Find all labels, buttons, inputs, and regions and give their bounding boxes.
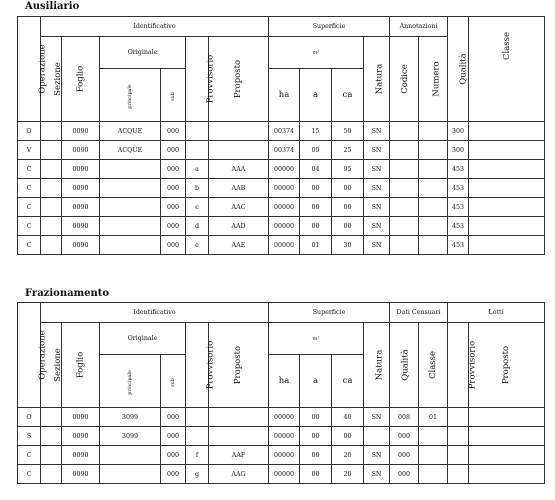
cell-a: 00 (300, 217, 332, 236)
table-row (18, 160, 545, 179)
cell-classe (469, 198, 545, 217)
cell-foglio: 0090 (62, 179, 100, 198)
cell-sezione (41, 122, 62, 141)
header-superficie: Superficie (269, 303, 390, 323)
cell-provvisorio: b (186, 179, 209, 198)
cell-ha: 00000 (269, 160, 300, 179)
cell-ca: 00 (332, 427, 364, 446)
header-originale: Originale (100, 37, 186, 69)
header-qualita: Qualità (448, 17, 469, 122)
header-foglio: Foglio (62, 37, 100, 122)
cell-op: O (18, 408, 41, 427)
cell-lprov (448, 446, 469, 465)
cell-op: C (18, 179, 41, 198)
cell-classe (469, 217, 545, 236)
cell-numero (419, 198, 448, 217)
cell-natura: SN (364, 198, 390, 217)
header-sezione: Sezione (41, 37, 62, 122)
cell-sub: 000 (161, 236, 186, 255)
cell-lprop (469, 446, 545, 465)
cell-lprop (469, 427, 545, 446)
cell-qualita: 453 (448, 217, 469, 236)
cell-proposto: AAA (209, 160, 269, 179)
cell-natura: SN (364, 179, 390, 198)
cell-numero (419, 122, 448, 141)
cell-sub: 000 (161, 408, 186, 427)
cell-qualita: 008 (390, 408, 419, 427)
table-row (18, 427, 545, 446)
cell-proposto (209, 141, 269, 160)
cell-a: 00 (300, 446, 332, 465)
cell-sub: 000 (161, 217, 186, 236)
cell-a: 00 (300, 427, 332, 446)
cell-principale (100, 198, 161, 217)
cell-op: C (18, 446, 41, 465)
header-identificativo: Identificativo (41, 17, 269, 37)
cell-sub: 000 (161, 465, 186, 484)
header-provvisorio: Provvisorio (186, 323, 209, 408)
cell-codice (390, 198, 419, 217)
cell-ca: 20 (332, 465, 364, 484)
cell-principale: ACQUE (100, 141, 161, 160)
cell-sub: 000 (161, 198, 186, 217)
header-ca: ca (332, 69, 364, 122)
cell-op: C (18, 236, 41, 255)
table-row (18, 141, 545, 160)
cell-proposto: AAC (209, 198, 269, 217)
cell-classe (469, 122, 545, 141)
cell-classe (419, 427, 448, 446)
header-foglio: Foglio (62, 323, 100, 408)
cell-ca: 00 (332, 217, 364, 236)
header-lotti-provvisorio: Provvisorio (448, 323, 469, 408)
cell-qualita: 000 (390, 465, 419, 484)
cell-op: C (18, 217, 41, 236)
table-row (18, 408, 545, 427)
cell-proposto (209, 427, 269, 446)
table-row (18, 217, 545, 236)
header-a: a (300, 355, 332, 408)
cell-a: 09 (300, 141, 332, 160)
cell-sezione (41, 465, 62, 484)
cell-op: C (18, 160, 41, 179)
cell-natura: SN (364, 141, 390, 160)
cell-principale: 3099 (100, 427, 161, 446)
cell-provvisorio: a (186, 160, 209, 179)
cell-qualita: 000 (390, 427, 419, 446)
cell-lprop (469, 465, 545, 484)
table-row (18, 236, 545, 255)
cell-sub: 000 (161, 427, 186, 446)
cell-ca: 00 (332, 179, 364, 198)
cell-principale (100, 160, 161, 179)
cell-classe (419, 446, 448, 465)
header-principale: principale (100, 355, 161, 408)
cell-provvisorio: c (186, 198, 209, 217)
cell-numero (419, 179, 448, 198)
cell-ha: 00374 (269, 122, 300, 141)
cell-ha: 00000 (269, 465, 300, 484)
cell-foglio: 0090 (62, 122, 100, 141)
header-lotti-proposto: Proposto (469, 323, 545, 408)
cell-qualita: 453 (448, 160, 469, 179)
cell-qualita: 000 (390, 446, 419, 465)
cell-foglio: 0090 (62, 408, 100, 427)
cell-lprov (448, 427, 469, 446)
header-classe: Classe (419, 323, 448, 408)
header-unit: m² (269, 323, 364, 355)
cell-sezione (41, 141, 62, 160)
cell-sezione (41, 427, 62, 446)
cell-numero (419, 141, 448, 160)
cell-sezione (41, 198, 62, 217)
cell-sezione (41, 446, 62, 465)
cell-ha: 00000 (269, 446, 300, 465)
header-superficie: Superficie (269, 17, 390, 37)
cell-proposto (209, 122, 269, 141)
cell-sezione (41, 160, 62, 179)
header-natura: Natura (364, 37, 390, 122)
cell-a: 00 (300, 465, 332, 484)
cell-proposto: AAB (209, 179, 269, 198)
cell-a: 00 (300, 179, 332, 198)
cell-op: C (18, 198, 41, 217)
header-ha: ha (269, 355, 300, 408)
cell-provvisorio: e (186, 236, 209, 255)
header-operazione: Operazione (18, 303, 41, 408)
cell-proposto: AAE (209, 236, 269, 255)
header-principale: principale (100, 69, 161, 122)
cell-ha: 00000 (269, 427, 300, 446)
cell-foglio: 0090 (62, 427, 100, 446)
header-qualita: Qualità (390, 323, 419, 408)
header-annotazioni: Annotazioni (390, 17, 448, 37)
cell-proposto (209, 408, 269, 427)
header-sub: sub (161, 69, 186, 122)
cell-classe (469, 236, 545, 255)
header-natura: Natura (364, 323, 390, 408)
section-title-ausiliario: Ausiliario (25, 1, 80, 12)
header-operazione: Operazione (18, 17, 41, 122)
cell-op: S (18, 427, 41, 446)
cell-qualita: 300 (448, 141, 469, 160)
cell-classe (469, 141, 545, 160)
cell-sub: 000 (161, 122, 186, 141)
cell-qualita: 453 (448, 179, 469, 198)
cell-proposto: AAG (209, 465, 269, 484)
cell-principale: ACQUE (100, 122, 161, 141)
cell-lprov (448, 408, 469, 427)
cell-natura: SN (364, 446, 390, 465)
cell-foglio: 0090 (62, 217, 100, 236)
cell-op: V (18, 141, 41, 160)
cell-foglio: 0090 (62, 236, 100, 255)
cell-codice (390, 141, 419, 160)
cell-sub: 000 (161, 160, 186, 179)
table-row (18, 179, 545, 198)
cell-provvisorio (186, 427, 209, 446)
cell-classe (469, 179, 545, 198)
cell-codice (390, 217, 419, 236)
cell-classe (469, 160, 545, 179)
cell-codice (390, 236, 419, 255)
cell-codice (390, 179, 419, 198)
header-sub: sub (161, 355, 186, 408)
cell-natura: SN (364, 465, 390, 484)
cell-proposto: AAF (209, 446, 269, 465)
cell-principale (100, 446, 161, 465)
header-ca: ca (332, 355, 364, 408)
header-classe: Classe (469, 17, 545, 122)
cell-provvisorio: d (186, 217, 209, 236)
table-row (18, 465, 545, 484)
cell-natura: SN (364, 122, 390, 141)
cell-sezione (41, 408, 62, 427)
cell-ca: 20 (332, 446, 364, 465)
cell-a: 15 (300, 122, 332, 141)
cell-principale (100, 217, 161, 236)
cell-principale (100, 465, 161, 484)
cell-qualita: 453 (448, 198, 469, 217)
cell-a: 00 (300, 408, 332, 427)
table-row (18, 446, 545, 465)
cell-natura: SN (364, 217, 390, 236)
cell-classe: 01 (419, 408, 448, 427)
header-originale: Originale (100, 323, 186, 355)
ausiliario-table (17, 16, 545, 255)
cell-natura (364, 427, 390, 446)
cell-classe (419, 465, 448, 484)
cell-natura: SN (364, 236, 390, 255)
cell-sub: 000 (161, 141, 186, 160)
cell-a: 04 (300, 160, 332, 179)
cell-ca: 00 (332, 198, 364, 217)
cell-qualita: 300 (448, 122, 469, 141)
cell-codice (390, 160, 419, 179)
section-title-frazionamento: Frazionamento (25, 288, 110, 299)
cell-principale: 3099 (100, 408, 161, 427)
cell-ha: 00000 (269, 179, 300, 198)
cell-op: C (18, 465, 41, 484)
header-dati-censuari: Dati Censuari (390, 303, 448, 323)
cell-ha: 00000 (269, 198, 300, 217)
header-a: a (300, 69, 332, 122)
cell-qualita: 453 (448, 236, 469, 255)
cell-foglio: 0090 (62, 465, 100, 484)
cell-lprop (469, 408, 545, 427)
cell-ca: 50 (332, 122, 364, 141)
cell-provvisorio (186, 141, 209, 160)
header-numero: Numero (419, 37, 448, 122)
cell-sezione (41, 217, 62, 236)
cell-provvisorio (186, 122, 209, 141)
cell-ca: 40 (332, 408, 364, 427)
cell-ha: 00000 (269, 217, 300, 236)
cell-op: O (18, 122, 41, 141)
cell-proposto: AAD (209, 217, 269, 236)
cell-ha: 00000 (269, 408, 300, 427)
header-codice: Codice (390, 37, 419, 122)
header-ha: ha (269, 69, 300, 122)
cell-principale (100, 179, 161, 198)
header-provvisorio: Provvisorio (186, 37, 209, 122)
table-row (18, 122, 545, 141)
cell-provvisorio: g (186, 465, 209, 484)
cell-numero (419, 160, 448, 179)
cell-ca: 25 (332, 141, 364, 160)
cell-ha: 00374 (269, 141, 300, 160)
cell-foglio: 0090 (62, 446, 100, 465)
cell-sezione (41, 179, 62, 198)
header-proposto: Proposto (209, 323, 269, 408)
cell-a: 01 (300, 236, 332, 255)
cell-principale (100, 236, 161, 255)
header-unit: m² (269, 37, 364, 69)
cell-numero (419, 217, 448, 236)
cell-a: 00 (300, 198, 332, 217)
header-sezione: Sezione (41, 323, 62, 408)
cell-sub: 000 (161, 179, 186, 198)
cell-provvisorio: f (186, 446, 209, 465)
cell-ca: 30 (332, 236, 364, 255)
cell-foglio: 0090 (62, 141, 100, 160)
cell-codice (390, 122, 419, 141)
cell-ha: 00000 (269, 236, 300, 255)
cell-provvisorio (186, 408, 209, 427)
header-lotti: Lotti (448, 303, 545, 323)
cell-foglio: 0090 (62, 198, 100, 217)
cell-sezione (41, 236, 62, 255)
cell-natura: SN (364, 408, 390, 427)
cell-sub: 000 (161, 446, 186, 465)
cell-numero (419, 236, 448, 255)
header-identificativo: Identificativo (41, 303, 269, 323)
table-row (18, 198, 545, 217)
header-proposto: Proposto (209, 37, 269, 122)
cell-foglio: 0090 (62, 160, 100, 179)
frazionamento-table (17, 302, 545, 484)
cell-ca: 95 (332, 160, 364, 179)
cell-natura: SN (364, 160, 390, 179)
cell-lprov (448, 465, 469, 484)
